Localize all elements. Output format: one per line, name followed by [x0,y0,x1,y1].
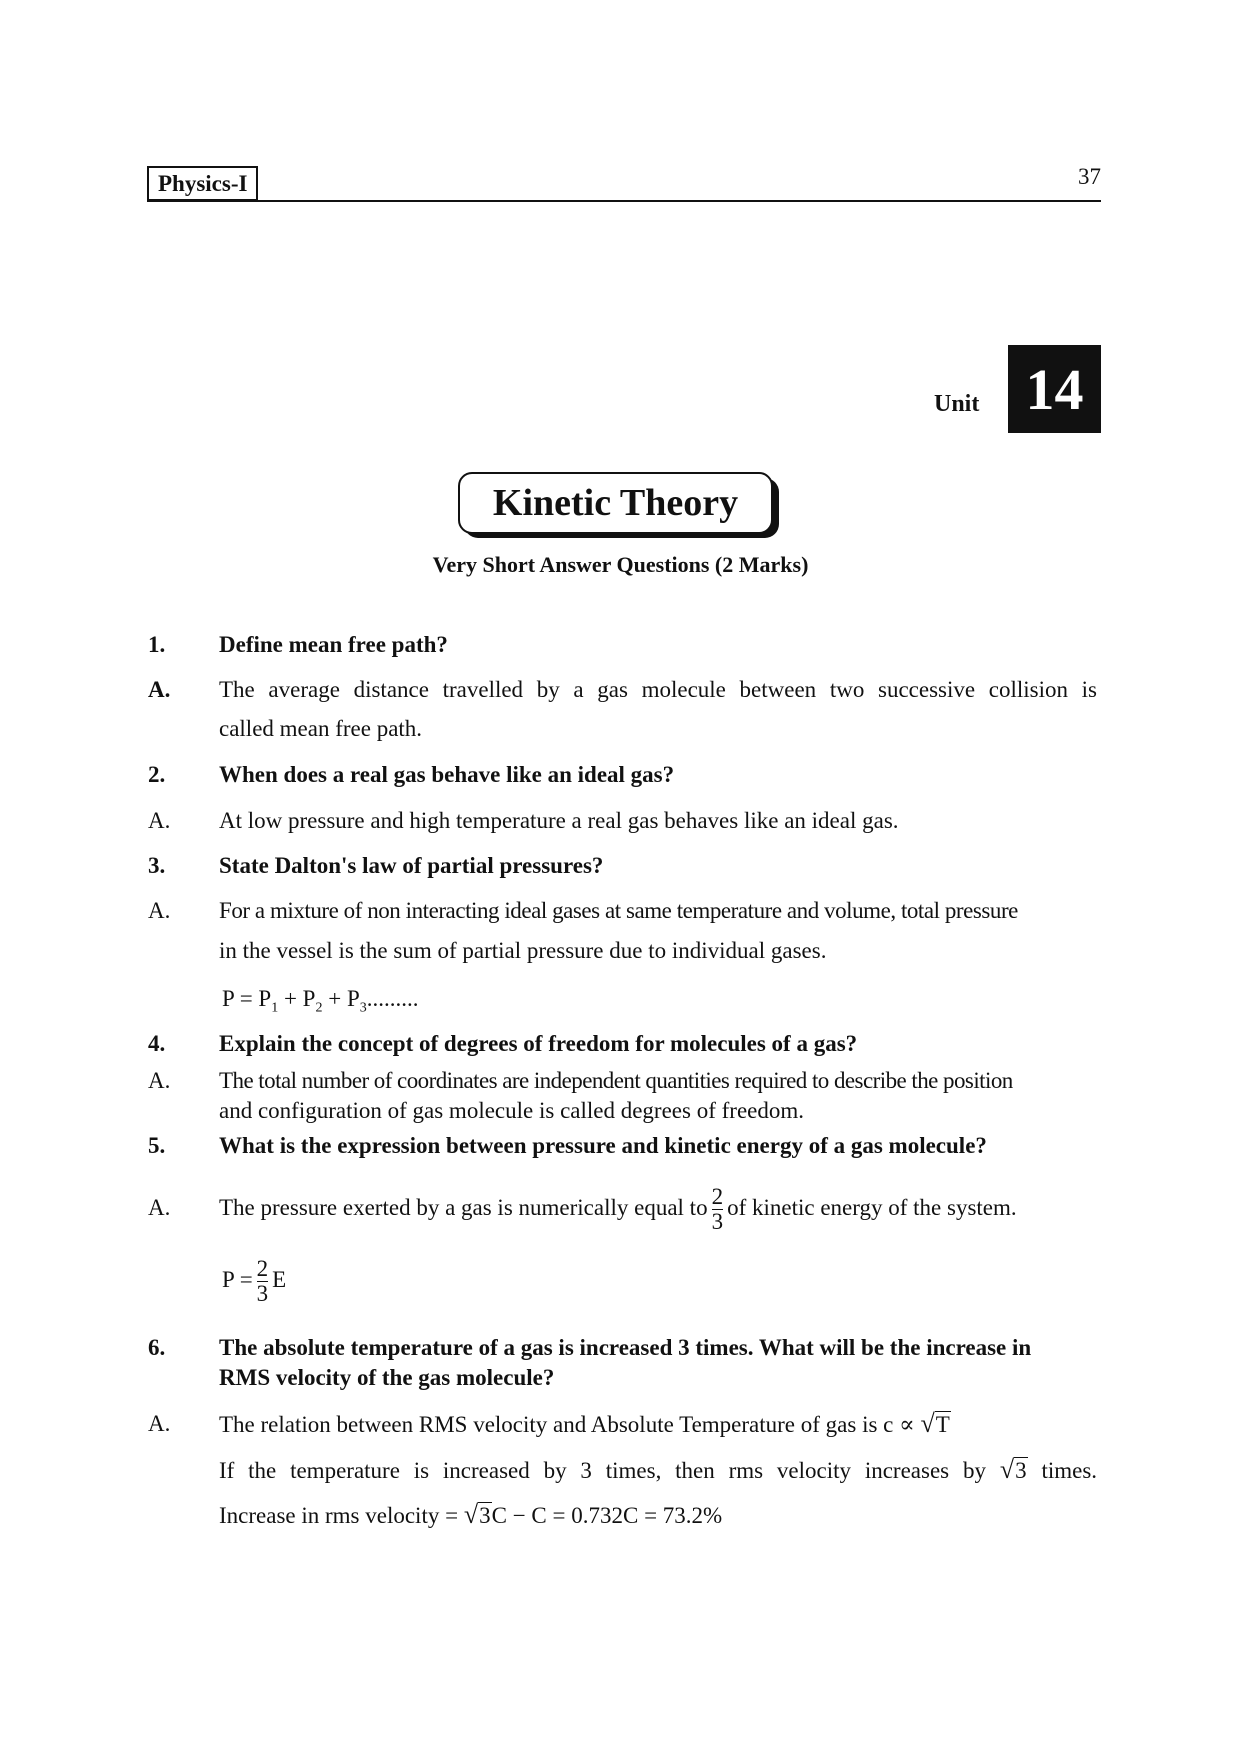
section-subtitle: Very Short Answer Questions (2 Marks) [432,552,809,577]
answer-label: A. [148,898,171,923]
answer-line: The total number of coordinates are independent quantities required to describe the position [219,1068,1013,1093]
page-number: 37 [1078,164,1101,189]
answer-line: The relation between RMS velocity and Absolute Temperature of gas is c ∝ √T [219,1409,950,1438]
question-text: State Dalton's law of partial pressures? [219,853,604,878]
question-number: 4. [148,1031,166,1056]
answer-line: The average distance travelled by a gas molecule between two successive collision is [219,677,1097,702]
answer-line: in the vessel is the sum of partial pressure due to individual gases. [219,938,827,963]
unit-number: 14 [1008,345,1101,433]
answer-line: called mean free path. [219,716,423,741]
question-text: The absolute temperature of a gas is increased 3 times. What will be the increase in [219,1335,1032,1360]
subject-header: Physics-I [147,166,258,201]
answer-label: A. [148,808,171,833]
header-rule [147,200,1101,202]
question-number: 1. [148,632,166,657]
question-text: Define mean free path? [219,632,448,657]
answer-line: The pressure exerted by a gas is numerically equal to $\frac{2}{3}$ of kinetic energy of the system. [219,1184,1017,1235]
answer-label: A. [148,677,171,702]
answer-line: Increase in rms velocity = √3C − C = 0.732C = 73.2% [219,1500,723,1529]
answer-label: A. [148,1068,171,1093]
answer-label: A. [148,1195,171,1220]
answer-line: For a mixture of non interacting ideal gases at same temperature and volume, total pressure [219,898,1018,923]
answer-line: If the temperature is increased by 3 times, then rms velocity increases by √3 times. [219,1455,1098,1484]
fraction: $\frac{2}{3}$ [711,1184,724,1235]
answer-line: At low pressure and high temperature a real gas behaves like an ideal gas. [219,808,899,833]
answer-label: A. [148,1411,171,1436]
question-text: RMS velocity of the gas molecule? [219,1365,555,1390]
answer-line: and configuration of gas molecule is called degrees of freedom. [219,1098,804,1123]
pressure-energy-formula: P = $\frac{2}{3}$ E [222,1256,287,1307]
question-text: When does a real gas behave like an ideal gas? [219,762,675,787]
chapter-title: Kinetic Theory [458,472,773,534]
question-number: 3. [148,853,166,878]
question-number: 6. [148,1335,166,1360]
question-text: What is the expression between pressure and kinetic energy of a gas molecule? [219,1133,987,1158]
unit-label: Unit [934,391,980,417]
question-text: Explain the concept of degrees of freedom for molecules of a gas? [219,1031,858,1056]
question-number: 5. [148,1133,166,1158]
question-number: 2. [148,762,166,787]
dalton-formula: $P = P_1 + P_2 + P_3$......... [222,986,419,1016]
